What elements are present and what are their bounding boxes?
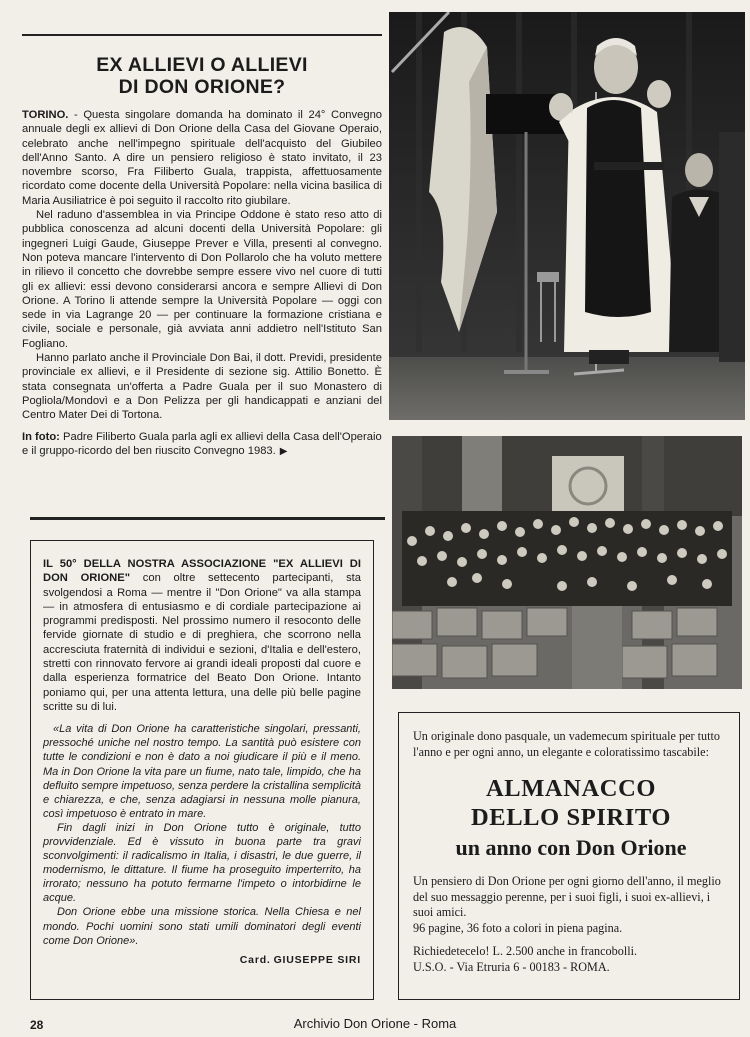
almanac-intro: Un originale dono pasquale, un vademecum spirituale per tutto l'anno e per ogni anno, un elegante e coloratissimo tascabile: — [413, 729, 720, 759]
article-paragraph-1-text: - Questa singolare domanda ha dominato il 24° Convegno annuale degli ex allievi di Don Orione della Casa del Giovane Operaio, celebrato anche nell'impegno spirituale dell'acquisto del Giubileo dell'Anno Santo. A dire un pensiero religioso è stato invitato, il 23 novembre scorso, Fra Filiberto Guala, trappista, affettuosamente ricordato come docente della Università Popolare: nella vicina basilica di Maria Ausiliatrice è poi seguito il raccolto rito giubilare. — [22, 109, 383, 207]
almanac-title-line-1: ALMANACCO — [485, 775, 657, 802]
almanac-title-line-2: DELLO SPIRITO — [470, 804, 671, 831]
photo-speaker — [389, 12, 745, 420]
almanac-title — [413, 774, 729, 832]
anniversary-lead — [43, 557, 361, 714]
photo-group-illustration — [392, 436, 742, 689]
photo-group — [392, 436, 742, 689]
page-number: 28 — [30, 1018, 44, 1032]
article-paragraph-1 — [22, 108, 382, 208]
almanac-body — [413, 874, 729, 936]
almanac-details: 96 pagine, 36 foto a colori in piena pagina. — [413, 920, 623, 935]
signature-role: Card. — [239, 953, 271, 966]
article-headline — [22, 54, 382, 98]
signature-name: GIUSEPPE SIRI — [273, 953, 361, 966]
separator-rule — [30, 517, 385, 520]
caption-text: Padre Filiberto Guala parla agli ex allievi della Casa dell'Operaio e il gruppo-ricordo del ben riuscito Convegno 1983. — [22, 430, 382, 457]
caption-arrow-icon: ▶ — [279, 445, 288, 457]
quote-signature — [43, 954, 361, 966]
almanac-description: Un pensiero di Don Orione per ogni giorno dell'anno, il meglio del suo messaggio perenne, per i suoi figli, i suoi ex-allievi, i suoi amici. — [413, 874, 721, 919]
photo-caption — [22, 430, 382, 460]
almanac-ad — [398, 712, 740, 1000]
photo-speaker-illustration — [389, 12, 745, 420]
anniversary-lead-text: con oltre settecento partecipanti, sta svolgendosi a Roma — mentre il "Don Orione" va alla stampa — in atmosfera di entusiasmo e di cordiale partecipazione ai programmi predisposti. Nel prossimo numero il resoconto delle fervide giornate di studio e di preghiera, che scorrono nella accresciuta fraternità di individui e sezioni, d'Italia e dell'estero, stretti con rinnovato fervore ai grandi ideali proposti dal cuore e dalla esperienza formatrice del Beato Don Orione. Intanto poniamo qui, per una attenta lettura, una delle più belle pagine scritte su di lui. — [43, 572, 361, 713]
almanac-subtitle: un anno con Don Orione — [455, 835, 687, 860]
almanac-address: U.S.O. - Via Etruria 6 - 00183 - ROMA. — [413, 959, 610, 974]
quote-paragraph-2: Fin dagli inizi in Don Orione tutto è originale, tutto provvidenziale. Ed è vissuto in buona parte tra gravi sconvolgimenti: il radicalismo in Italia, i disastri, le due guerre, il modernismo, le dittature. Il fiume ha proseguito imperterrito, ha irrorato; nessuno ha potuto fermarne l'impeto o intorbidirne le acque. — [43, 821, 361, 905]
almanac-order-line: Richiedetecelo! L. 2.500 anche in francobolli. — [413, 944, 638, 958]
headline-line-1: EX ALLIEVI O ALLIEVI — [96, 54, 308, 76]
dateline: TORINO. — [22, 109, 69, 121]
quote-paragraph-1: «La vita di Don Orione ha caratteristiche singolari, pressanti, pressoché uniche nel nostro tempo. La santità può esistere con tutte le condizioni e non è dato a noi giudicare il più e il meno. Ma in Don Orione la vita pare un fiume, nato tale, limpido, che ha defluito sempre impetuoso, senza perdere la cristallina semplicità e chiarezza, e che, senza adagiarsi in nessuna molle pianura, così impetuoso è entrato in mare. — [43, 723, 361, 820]
caption-label: In foto: — [22, 430, 60, 443]
anniversary-box — [30, 540, 374, 1000]
archive-footer: Archivio Don Orione - Roma — [293, 1016, 457, 1031]
article-paragraph-3: Hanno parlato anche il Provinciale Don Bai, il dott. Previdi, presidente provinciale ex allievi, e il Presidente di sezione sig. Attilio Bonetto. È stata consegnata un'offerta a Padre Guala per il suo Monastero di Pogliola/Mondovì e a Don Pelizza per gli handicappati e anziani del Centro Mater Dei di Tortona. — [22, 352, 382, 422]
headline-line-2: DI DON ORIONE? — [118, 76, 286, 98]
almanac-order — [413, 944, 729, 975]
anniversary-lead-title: IL 50° DELLA NOSTRA ASSOCIAZIONE "EX ALLIEVI DI DON ORIONE" — [43, 558, 361, 585]
quote-paragraph-3: Don Orione ebbe una missione storica. Nella Chiesa e nel mondo. Pochi uomini sono stati umili dominatori degli eventi come Don Orione». — [43, 906, 361, 947]
article — [22, 36, 382, 459]
article-paragraph-2: Nel raduno d'assemblea in via Principe Oddone è stato reso atto di pubblica conoscenza ad alcuni docenti della Università Popolare: gli ingegneri Luigi Gaude, Giuseppe Prever e Villa, presenti al convegno. Non poteva mancare l'intervento di Don Pollarolo che ha voluto mettere in rilievo il concetto che dovrebbe sempre essere vivo nel cuore di tutti gli ex allievi: essi devono considerarsi ancora e sempre Allievi di Don Orione. A Torino li attende sempre la Università Popolare — oggi con sede in via Lagrange 20 — per continuare la formazione cristiana e civile, sociale e personale, già avviata anni addietro nell'Istituto San Fogliano. — [22, 209, 382, 350]
